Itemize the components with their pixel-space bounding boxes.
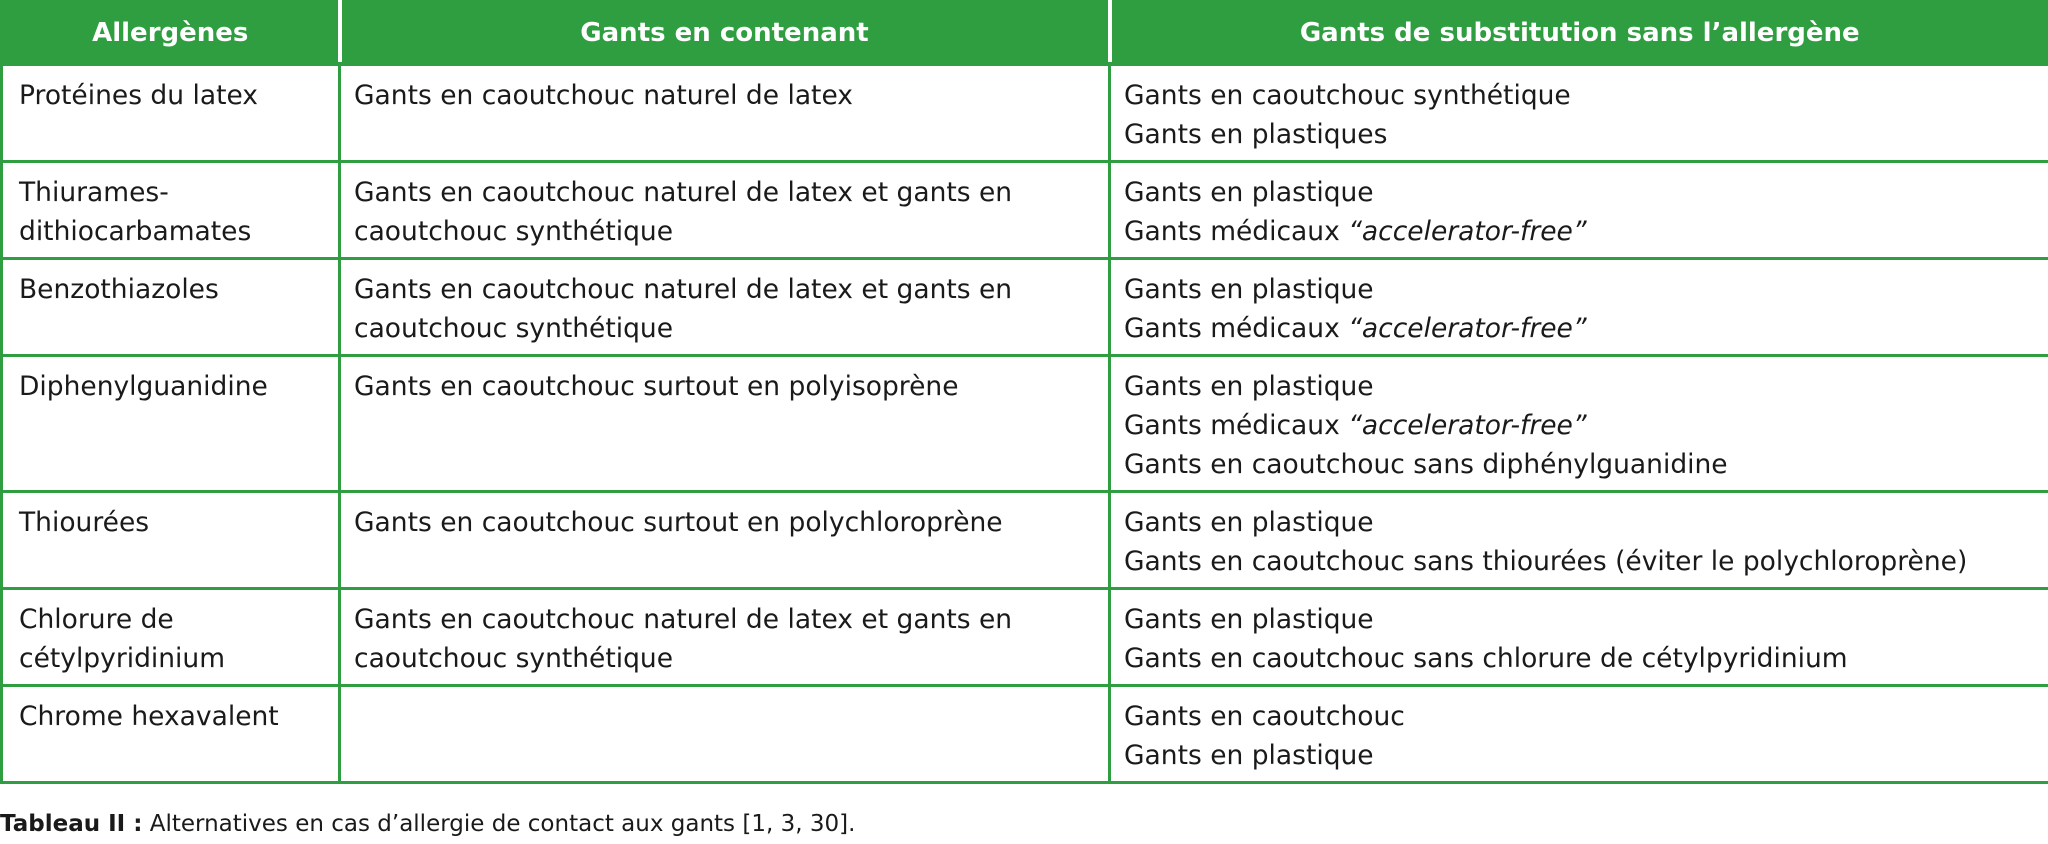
caption-label: Tableau II : [0,811,143,837]
substitute-line [1124,736,2034,775]
table-row [2,492,2048,589]
cell-containing-gloves [340,64,1110,162]
table-header-row [2,2,2048,64]
cell-containing-gloves [340,589,1110,686]
cell-substitute-gloves [1110,686,2048,783]
substitute-text: Gants en plastique [1124,177,1374,208]
substitute-text: Gants en plastiques [1124,119,1388,150]
allergen-line: Thiurames- [19,177,169,208]
containing-line: caoutchouc synthétique [354,313,674,344]
cell-allergen [2,589,340,686]
cell-containing-gloves [340,492,1110,589]
substitute-text: Gants en plastique [1124,740,1374,771]
cell-allergen [2,64,340,162]
table-row [2,259,2048,356]
containing-line: Gants en caoutchouc naturel de latex et gants en [354,274,1013,305]
column-header-allergens: Allergènes [2,2,340,64]
substitute-line [1124,76,2034,115]
cell-substitute-gloves [1110,259,2048,356]
allergen-line: Protéines du latex [19,80,258,111]
containing-line: Gants en caoutchouc naturel de latex [354,80,853,111]
substitute-text: Gants médicaux [1124,313,1349,344]
substitute-line [1124,406,2034,445]
substitute-text: Gants médicaux [1124,216,1349,247]
table-row [2,686,2048,783]
substitute-text: Gants en plastique [1124,507,1374,538]
allergen-line: Diphenylguanidine [19,371,268,402]
substitute-text: Gants médicaux [1124,410,1349,441]
substitute-line [1124,367,2034,406]
substitute-text: Gants en caoutchouc sans chlorure de cétylpyridinium [1124,643,1848,674]
substitute-line [1124,600,2034,639]
table-body [2,64,2048,783]
containing-line: Gants en caoutchouc surtout en polychloroprène [354,507,1003,538]
table-row [2,64,2048,162]
substitute-text: Gants en plastique [1124,274,1374,305]
substitute-text: Gants en caoutchouc sans thiourées (éviter le polychloroprène) [1124,546,1968,577]
cell-containing-gloves [340,686,1110,783]
substitute-line [1124,115,2034,154]
substitute-line [1124,639,2034,678]
substitute-italic-term: “accelerator-free” [1348,410,1587,441]
allergen-line: cétylpyridinium [19,643,226,674]
cell-allergen [2,162,340,259]
substitute-text: Gants en plastique [1124,604,1374,635]
substitute-text: Gants en caoutchouc synthétique [1124,80,1571,111]
substitute-text: Gants en plastique [1124,371,1374,402]
substitute-line [1124,309,2034,348]
substitute-line [1124,445,2034,484]
cell-substitute-gloves [1110,64,2048,162]
cell-substitute-gloves [1110,492,2048,589]
allergen-line: Thiourées [19,507,150,538]
substitute-line [1124,173,2034,212]
cell-allergen [2,492,340,589]
substitute-text: Gants en caoutchouc [1124,701,1405,732]
cell-substitute-gloves [1110,162,2048,259]
allergen-line: dithiocarbamates [19,216,252,247]
substitute-italic-term: “accelerator-free” [1348,313,1587,344]
containing-line: Gants en caoutchouc naturel de latex et gants en [354,604,1013,635]
column-header-containing-gloves: Gants en contenant [340,2,1110,64]
cell-substitute-gloves [1110,589,2048,686]
allergen-line: Chrome hexavalent [19,701,279,732]
table-row [2,162,2048,259]
allergen-line: Benzothiazoles [19,274,219,305]
containing-line: caoutchouc synthétique [354,643,674,674]
table-row [2,356,2048,492]
column-header-substitute-gloves: Gants de substitution sans l’allergène [1110,2,2048,64]
cell-allergen [2,356,340,492]
substitute-italic-term: “accelerator-free” [1348,216,1587,247]
cell-allergen [2,686,340,783]
table-caption [0,810,855,838]
containing-line: Gants en caoutchouc naturel de latex et gants en [354,177,1013,208]
cell-allergen [2,259,340,356]
table-row [2,589,2048,686]
substitute-text: Gants en caoutchouc sans diphénylguanidine [1124,449,1728,480]
cell-containing-gloves [340,162,1110,259]
containing-line: caoutchouc synthétique [354,216,674,247]
substitute-line [1124,697,2034,736]
cell-substitute-gloves [1110,356,2048,492]
substitute-line [1124,503,2034,542]
cell-containing-gloves [340,259,1110,356]
substitute-line [1124,212,2034,251]
substitute-line [1124,542,2034,581]
substitute-line [1124,270,2034,309]
containing-line: Gants en caoutchouc surtout en polyisoprène [354,371,959,402]
caption-text: Alternatives en cas d’allergie de contact aux gants [1, 3, 30]. [142,811,856,837]
cell-containing-gloves [340,356,1110,492]
allergen-line: Chlorure de [19,604,174,635]
